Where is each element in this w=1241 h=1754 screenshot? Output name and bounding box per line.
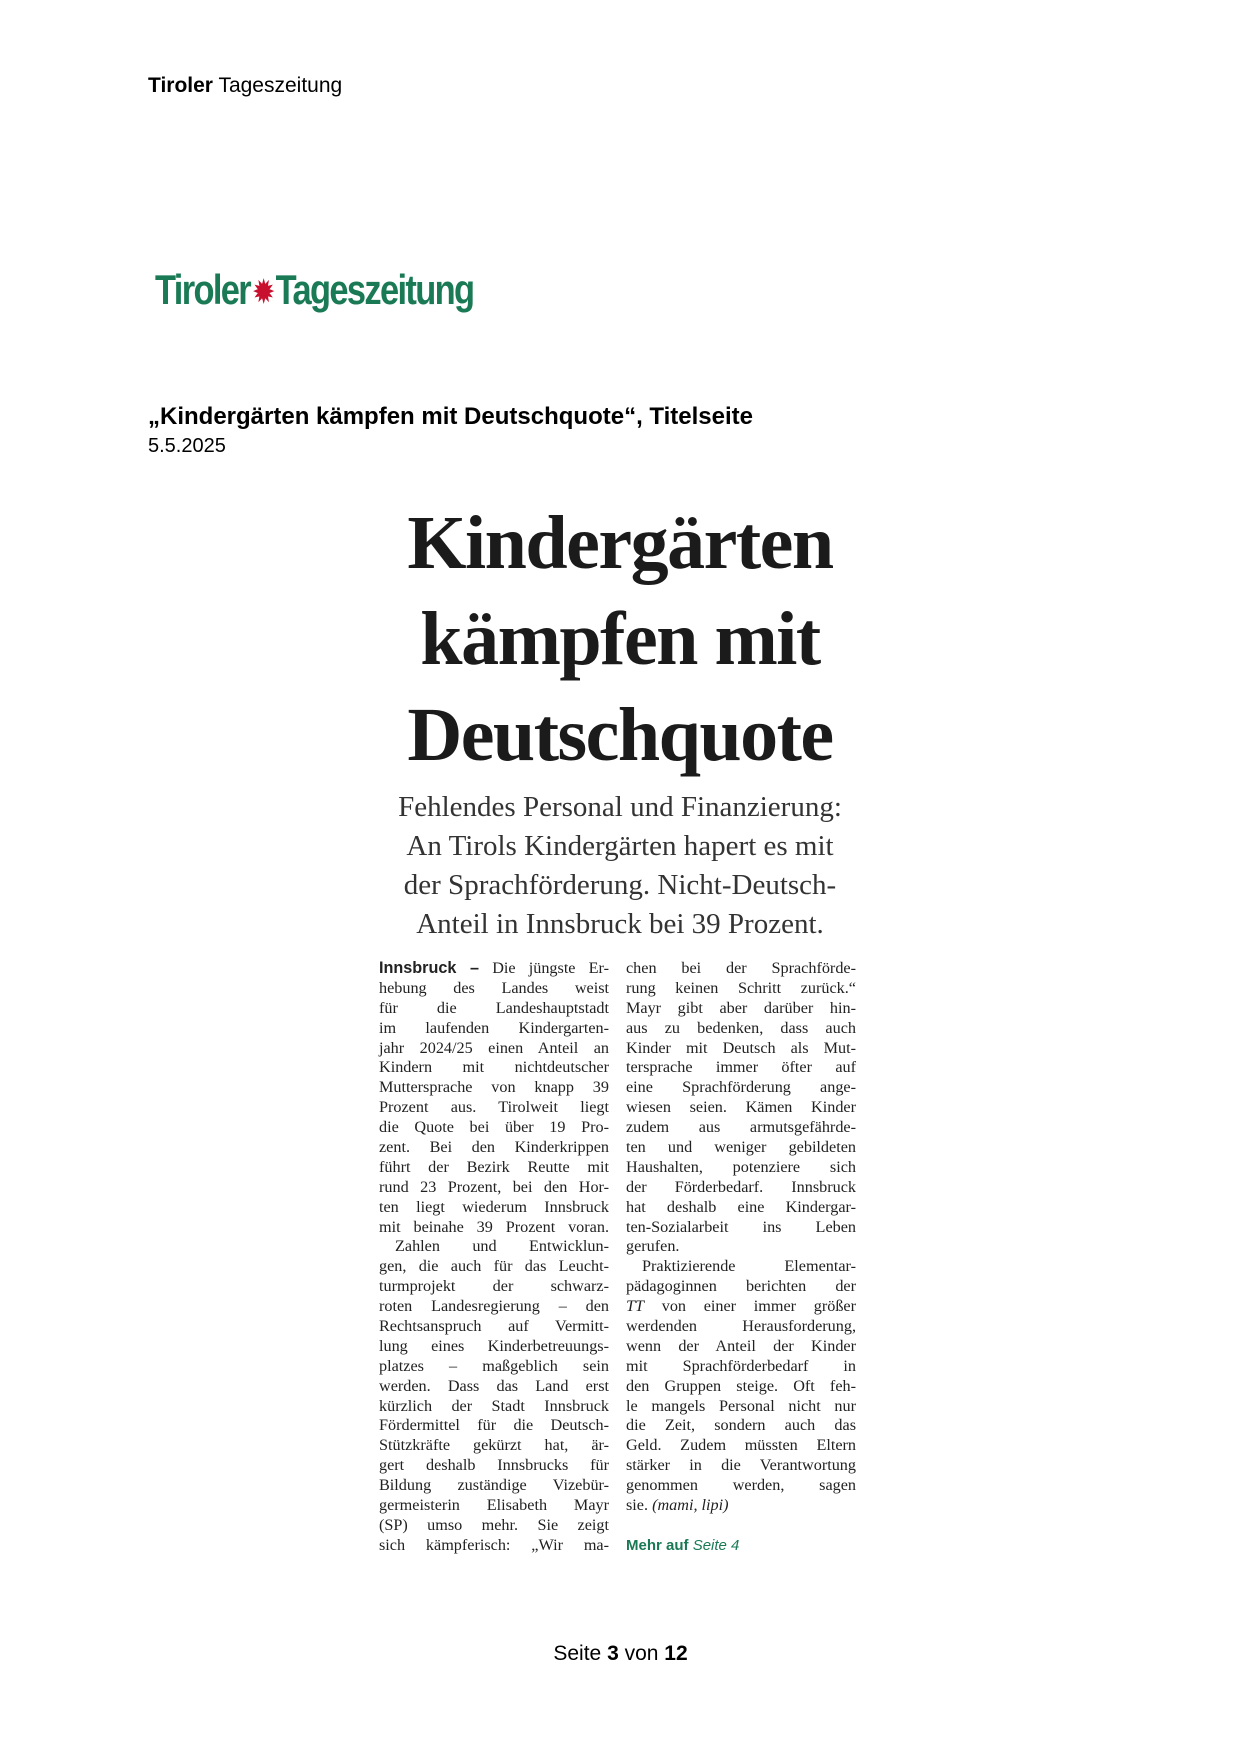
page-footer bbox=[0, 1642, 1241, 1666]
page-header bbox=[148, 74, 342, 98]
article-text-line: gert deshalb Innsbrucks für bbox=[379, 1456, 609, 1475]
article-text-line: Rechtsanspruch auf Vermitt- bbox=[379, 1317, 609, 1336]
article-text-line: Kinder mit Deutsch als Mut- bbox=[626, 1038, 856, 1057]
article-text-line: kürzlich der Stadt Innsbruck bbox=[379, 1396, 609, 1415]
article-text-line: zent. Bei den Kinderkrippen bbox=[379, 1138, 609, 1157]
headline-line: kämpfen mit bbox=[420, 597, 820, 681]
article-text-line: der Förderbedarf. Innsbruck bbox=[626, 1177, 856, 1196]
header-brand-bold: Tiroler bbox=[148, 74, 213, 97]
document-title: „Kindergärten kämpfen mit Deutschquote“, Titelseite bbox=[148, 403, 754, 430]
logo-text-right: Tageszeitung bbox=[275, 266, 474, 313]
article-text-line: Zahlen und Entwicklun- bbox=[395, 1237, 609, 1256]
author-initials: (mami, lipi) bbox=[652, 1496, 729, 1515]
article-text-line: sie. (mami, lipi) bbox=[626, 1496, 729, 1515]
article-text-line: für die Landeshauptstadt bbox=[379, 998, 609, 1017]
footer-prefix: Seite bbox=[553, 1642, 602, 1665]
subhead-line: Fehlendes Personal und Finanzierung: bbox=[398, 791, 842, 823]
article-text-line: aus zu bedenken, dass auch bbox=[626, 1018, 856, 1037]
article-text-line: gen, die auch für das Leucht- bbox=[379, 1257, 609, 1276]
article-text-line: Praktizierende Elementar- bbox=[642, 1257, 856, 1276]
article-text-line: werdenden Herausforderung, bbox=[626, 1317, 856, 1336]
article-text-line: hebung des Landes weist bbox=[379, 978, 609, 997]
article-text-line: wenn der Anteil der Kinder bbox=[626, 1336, 856, 1355]
footer-middle: von bbox=[624, 1642, 659, 1665]
article-text-line: rung keinen Schritt zurück.“ bbox=[626, 978, 856, 997]
article-text: Die jüngste Er- bbox=[492, 959, 610, 977]
article-text-line: rund 23 Prozent, bei den Hor- bbox=[379, 1177, 609, 1196]
more-page: Seite 4 bbox=[692, 1537, 740, 1554]
article-column-1 bbox=[379, 959, 609, 1556]
article-text-line: die Quote bei über 19 Pro- bbox=[379, 1118, 609, 1137]
article-text-line: genommen werden, sagen bbox=[626, 1476, 856, 1495]
article-text-line: le mangels Personal nicht nur bbox=[626, 1396, 856, 1415]
footer-total-pages: 12 bbox=[664, 1642, 688, 1665]
more-prefix: Mehr auf bbox=[626, 1537, 689, 1554]
subhead-line: Anteil in Innsbruck bei 39 Prozent. bbox=[416, 908, 824, 940]
article-text-line: stärker in die Verantwortung bbox=[626, 1456, 856, 1475]
article-text-line: platzes – maßgeblich sein bbox=[379, 1356, 609, 1375]
article-text-line: wiesen seien. Kämen Kinder bbox=[626, 1098, 856, 1117]
article-text-line: Bildung zuständige Vizebür- bbox=[379, 1476, 609, 1495]
article-text-line: eine Sprachförderung ange- bbox=[626, 1078, 856, 1097]
tyrolean-eagle-icon: ✹ bbox=[253, 276, 273, 310]
article-headline bbox=[340, 495, 900, 783]
article-text-line: ten und weniger gebildeten bbox=[626, 1138, 856, 1157]
tt-abbrev: TT bbox=[626, 1297, 645, 1316]
article-text-line: werden. Dass das Land erst bbox=[379, 1376, 609, 1395]
article-text-line: lung eines Kinderbetreuungs- bbox=[379, 1336, 609, 1355]
article-text-line: pädagoginnen berichten der bbox=[626, 1277, 856, 1296]
article-text-line: Mayr gibt aber darüber hin- bbox=[626, 998, 856, 1017]
article-text-line: im laufenden Kindergarten- bbox=[379, 1018, 609, 1037]
more-on-page-link[interactable] bbox=[626, 1537, 739, 1554]
headline-line: Kindergärten bbox=[407, 501, 833, 585]
article-text-line: Haushalten, potenziere sich bbox=[626, 1157, 856, 1176]
article-text-line: tersprache immer öfter auf bbox=[626, 1058, 856, 1077]
article-text-line: ten liegt wiederum Innsbruck bbox=[379, 1197, 609, 1216]
article-text-line: chen bei der Sprachförde- bbox=[626, 959, 856, 977]
article-column-2 bbox=[626, 959, 856, 1516]
article-text-line: jahr 2024/25 einen Anteil an bbox=[379, 1038, 609, 1057]
footer-page-number: 3 bbox=[607, 1642, 619, 1665]
document-date: 5.5.2025 bbox=[148, 435, 226, 457]
article-text-line: Stützkräfte gekürzt hat, är- bbox=[379, 1436, 609, 1455]
article-text-line: hat deshalb eine Kindergar- bbox=[626, 1197, 856, 1216]
article-text-line bbox=[379, 959, 609, 979]
article-text-line: Muttersprache von knapp 39 bbox=[379, 1078, 609, 1097]
article-text-line: (SP) umso mehr. Sie zeigt bbox=[379, 1515, 609, 1534]
newspaper-logo bbox=[155, 266, 473, 314]
article-text-line: TT von einer immer größer bbox=[626, 1297, 856, 1316]
article-dateline: Innsbruck – bbox=[379, 959, 479, 977]
header-brand-rest: Tageszeitung bbox=[218, 74, 343, 97]
article-text-line: germeisterin Elisabeth Mayr bbox=[379, 1496, 609, 1515]
article-text-line: Fördermittel für die Deutsch- bbox=[379, 1416, 609, 1435]
article-text-line: die Zeit, sondern auch das bbox=[626, 1416, 856, 1435]
subhead-line: der Sprachförderung. Nicht-Deutsch- bbox=[403, 869, 837, 901]
headline-line: Deutschquote bbox=[407, 693, 833, 777]
article-text-line: turmprojekt der schwarz- bbox=[379, 1277, 609, 1296]
article-text-line: sich kämpferisch: „Wir ma- bbox=[379, 1535, 609, 1554]
logo-text-left: Tiroler bbox=[155, 266, 251, 313]
article-text-line: ten-Sozialarbeit ins Leben bbox=[626, 1217, 856, 1236]
article-subhead bbox=[340, 788, 900, 944]
article-text-line: den Gruppen steige. Oft feh- bbox=[626, 1376, 856, 1395]
article-text-line: Prozent aus. Tirolweit liegt bbox=[379, 1098, 609, 1117]
article-text-line: mit beinahe 39 Prozent voran. bbox=[379, 1217, 609, 1236]
article-text-line: Geld. Zudem müssten Eltern bbox=[626, 1436, 856, 1455]
article-text-line: roten Landesregierung – den bbox=[379, 1297, 609, 1316]
subhead-line: An Tirols Kindergärten hapert es mit bbox=[406, 830, 834, 862]
article-text-line: Kindern mit nichtdeutscher bbox=[379, 1058, 609, 1077]
article-text-line: führt der Bezirk Reutte mit bbox=[379, 1157, 609, 1176]
article-text-line: gerufen. bbox=[626, 1237, 680, 1256]
article-text-line: mit Sprachförderbedarf in bbox=[626, 1356, 856, 1375]
article-text-line: zudem aus armutsgefährde- bbox=[626, 1118, 856, 1137]
